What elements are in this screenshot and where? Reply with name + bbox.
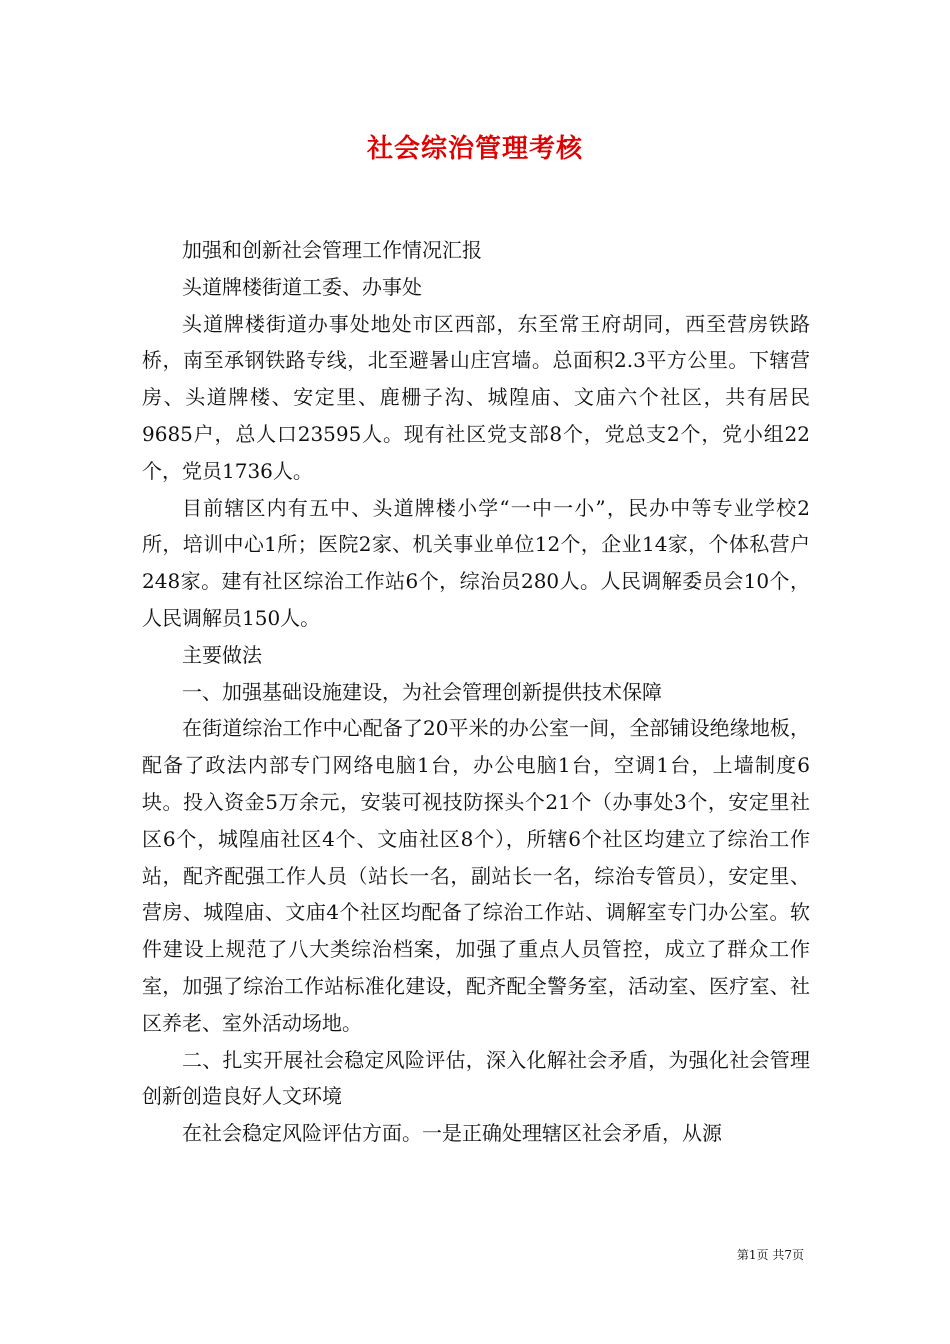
paragraph-heading-section-2: 二、扎实开展社会稳定风险评估，深入化解社会矛盾，为强化社会管理创新创造良好人文环境 bbox=[142, 1047, 810, 1109]
document-body bbox=[142, 232, 810, 1152]
paragraph-facilities: 目前辖区内有五中、头道牌楼小学“一中一小”，民办中等专业学校2所，培训中心1所；医院2家、机关事业单位12个，企业14家，个体私营户248家。建有社区综治工作站6个，综治员280人。人民调解委员会10个，人民调解员150人。 bbox=[142, 495, 810, 630]
page-footer: 第1页 共7页 bbox=[736, 1248, 804, 1262]
paragraph-overview: 头道牌楼街道办事处地处市区西部，东至常王府胡同，西至营房铁路桥，南至承钢铁路专线，北至避暑山庄宫墙。总面积2.3平方公里。下辖营房、头道牌楼、安定里、鹿栅子沟、城隍庙、文庙六个社区，共有居民9685户，总人口23595人。现有社区党支部8个，党总支2个，党小组22个，党员1736人。 bbox=[142, 311, 810, 483]
paragraph-risk-assessment: 在社会稳定风险评估方面。一是正确处理辖区社会矛盾，从源 bbox=[182, 1121, 722, 1146]
paragraph-author: 头道牌楼街道工委、办事处 bbox=[182, 274, 422, 299]
paragraph-heading-section-1: 一、加强基础设施建设，为社会管理创新提供技术保障 bbox=[182, 679, 662, 704]
document-title: 社会综治管理考核 bbox=[366, 134, 583, 164]
paragraph-report-title: 加强和创新社会管理工作情况汇报 bbox=[182, 238, 482, 262]
paragraph-heading-main-practices: 主要做法 bbox=[182, 642, 262, 667]
paragraph-infrastructure: 在街道综治工作中心配备了20平米的办公室一间，全部铺设绝缘地板，配备了政法内部专门网络电脑1台，办公电脑1台，空调1台，上墙制度6块。投入资金5万余元，安装可视技防探头个21个（办事处3个，安定里社区6个，城隍庙社区4个、文庙社区8个），所辖6个社区均建立了综治工作站，配齐配强工作人员（站长一名，副站长一名，综治专管员），安定里、营房、城隍庙、文庙4个社区均配备了综治工作站、调解室专门办公室。软件建设上规范了八大类综治档案，加强了重点人员管控，成立了群众工作室，加强了综治工作站标准化建设，配齐配全警务室，活动室、医疗室、社区养老、室外活动场地。 bbox=[142, 716, 810, 1035]
